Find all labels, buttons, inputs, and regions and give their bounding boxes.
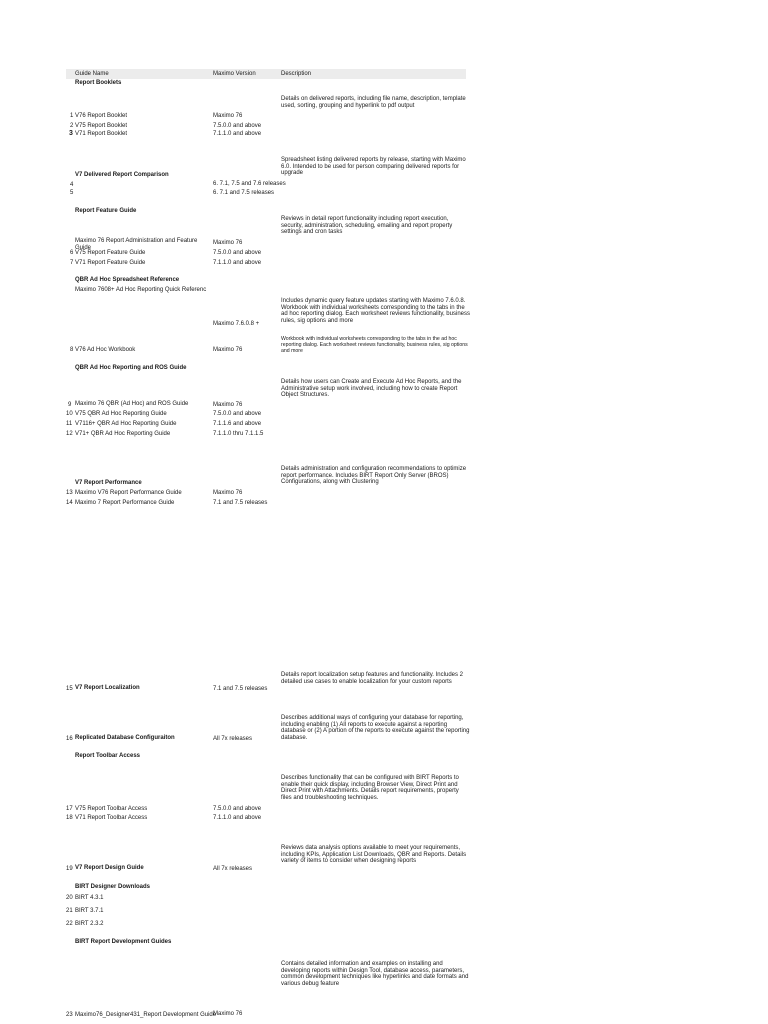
row-number: 12 [66, 431, 73, 437]
version-cell: 6. 7.1, 7.5 and 7.6 releases [213, 181, 286, 187]
guide-link[interactable]: V71+ QBR Ad Hoc Reporting Guide [75, 431, 171, 437]
version-cell: All 7x releases [213, 736, 253, 742]
version-cell: Maximo 76 [213, 402, 243, 408]
guide-link[interactable]: BIRT 2.3.2 [75, 921, 104, 927]
guide-link[interactable]: V7116+ QBR Ad Hoc Reporting Guide [75, 421, 177, 427]
version-cell: 7.1.1.0 and above [213, 131, 262, 137]
row-number: 16 [66, 736, 73, 742]
row-number: 15 [66, 686, 73, 692]
guide-link[interactable]: V75 Report Booklet [75, 123, 128, 129]
row-number: 5 [70, 190, 74, 196]
column-header-guide-name: Guide Name [75, 71, 109, 77]
guide-link[interactable]: Maximo V76 Report Performance Guide [75, 490, 182, 496]
guide-link[interactable]: Maximo 76 QBR (Ad Hoc) and ROS Guide [75, 401, 189, 407]
version-cell: Maximo 76 [213, 240, 243, 246]
version-cell: All 7x releases [213, 866, 253, 872]
guide-link[interactable]: BIRT 4.3.1 [75, 895, 104, 901]
guide-link[interactable]: V7 Report Performance [75, 480, 142, 486]
version-cell: Maximo 76 [213, 347, 243, 353]
description-qbr-ros: Details how users can Create and Execute Ad Hoc Reports, and the Administrative setup work involved, including how to create Report Object Structures. [281, 379, 462, 399]
description-birt-dev: Contains detailed information and examples on installing and developing reports within Design Tool, database access, parameters, common development techniques like hyperlinks and date formats and various debug feature [281, 961, 469, 987]
version-cell: 7.5.0.0 and above [213, 411, 262, 417]
version-cell: 7.1.1.0 thru 7.1.1.5 [213, 431, 264, 437]
description-ad-hoc-workbook: Workbook with individual worksheets corresponding to the tabs in the ad hoc reporting dialog. Each worksheet reviews functionality, business rules, sig options and more [281, 336, 468, 354]
guide-link[interactable]: V7 Report Design Guide [75, 865, 144, 871]
row-number: 17 [66, 806, 73, 812]
description-report-comparison: Spreadsheet listing delivered reports by release, starting with Maximo 6.0. Intended to be used for person comparing delivered reports for upgrade [281, 157, 466, 177]
guide-link[interactable]: V75 Report Feature Guide [75, 250, 146, 256]
description-report-localization: Details report localization setup features and functionality. Includes 2 detailed use cases to enable localization for your custom reports [281, 672, 463, 685]
version-cell: Maximo 76 [213, 490, 243, 496]
row-number: 13 [66, 490, 73, 496]
section-report-booklets: Report Booklets [75, 80, 122, 86]
guide-link[interactable]: BIRT 3.7.1 [75, 908, 104, 914]
guide-link[interactable]: V7 Report Localization [75, 685, 140, 691]
guide-link[interactable]: Maximo 76 Report Administration and Feature Guide [75, 238, 198, 251]
version-cell: 7.5.0.0 and above [213, 250, 262, 256]
guide-link[interactable]: V76 Ad Hoc Workbook [75, 347, 136, 353]
version-cell: 6. 7.1 and 7.5 releases [213, 190, 275, 196]
section-birt-designer: BIRT Designer Downloads [75, 884, 151, 890]
row-number: 7 [70, 260, 74, 266]
row-number: 18 [66, 815, 73, 821]
guide-link[interactable]: Maximo76_Designer431_Report Development Guide [75, 1012, 217, 1018]
version-cell: Maximo 76 [213, 1011, 243, 1017]
row-number: 6 [70, 250, 74, 256]
guide-link[interactable]: V71 Report Feature Guide [75, 260, 146, 266]
description-report-toolbar: Describes functionality that can be configured with BIRT Reports to enable their quick display, including Browser View, Direct Print and Direct Print with Attachments. Details report requirements, property files and troubleshooting techniques. [281, 775, 459, 801]
guide-link[interactable]: V71 Report Booklet [75, 131, 128, 137]
section-birt-dev: BIRT Report Development Guides [75, 939, 172, 945]
guide-link[interactable]: Maximo 7608+ Ad Hoc Reporting Quick Referenc [75, 287, 207, 293]
row-number: 2 [70, 123, 74, 129]
row-number: 8 [70, 347, 74, 353]
version-cell: Maximo 76 [213, 113, 243, 119]
guide-link[interactable]: V7 Delivered Report Comparison [75, 172, 169, 178]
guide-link[interactable]: Replicated Database Configuraiton [75, 735, 175, 741]
row-number: 20 [66, 895, 73, 901]
version-cell: 7.5.0.0 and above [213, 123, 262, 129]
description-report-performance: Details administration and configuration recommendations to optimize report performance. Includes BIRT Report Only Server (BROS) Configurations, along with Clustering [281, 466, 467, 486]
section-report-toolbar: Report Toolbar Access [75, 753, 141, 759]
version-cell: 7.1.1.0 and above [213, 260, 262, 266]
version-cell: 7.5.0.0 and above [213, 806, 262, 812]
row-number: 21 [66, 908, 73, 914]
section-report-feature-guide: Report Feature Guide [75, 208, 137, 214]
description-report-design: Reviews data analysis options available to meet your requirements, including KPIs, Application List Downloads, QBR and Reports. Details variety of items to consider when designing reports [281, 845, 467, 865]
guide-link[interactable]: V75 QBR Ad Hoc Reporting Guide [75, 411, 167, 417]
table-header-bar [66, 69, 466, 79]
row-number: 22 [66, 921, 73, 927]
row-number: 19 [66, 866, 73, 872]
section-qbr-ros: QBR Ad Hoc Reporting and ROS Guide [75, 365, 187, 371]
row-number: 10 [66, 411, 73, 417]
version-cell: 7.1 and 7.5 releases [213, 686, 268, 692]
row-number: 4 [70, 182, 74, 188]
version-cell: 7.1.1.0 and above [213, 815, 262, 821]
description-report-feature: Reviews in detail report functionality including report execution, security, administration, scheduling, emailing and report property settings and cron tasks [281, 216, 453, 236]
section-qbr-spreadsheet: QBR Ad Hoc Spreadsheet Reference [75, 277, 180, 283]
row-number: 9 [68, 402, 72, 408]
guide-link[interactable]: V75 Report Toolbar Access [75, 806, 148, 812]
row-number: 11 [66, 421, 73, 427]
version-cell: Maximo 7.6.0.8 + [213, 321, 260, 327]
description-report-booklets: Details on delivered reports, including file name, description, template used, sorting, grouping and hyperlink to pdf output [281, 96, 466, 109]
version-cell: 7.1 and 7.5 releases [213, 500, 268, 506]
row-number: 1 [70, 113, 74, 119]
column-header-description: Description [281, 71, 312, 77]
description-replicated-database: Describes additional ways of configuring your database for reporting, including enabling (1) All reports to execute against a reporting database or (2) A portion of the reports to execute against the reporting database. [281, 715, 470, 741]
description-ad-hoc-7608: Includes dynamic query feature updates starting with Maximo 7.6.0.8. Workbook with individual worksheets corresponding to the tabs in the ad hoc reporting dialog. Each worksheet reviews functionality, business rules, sig options and more [281, 298, 470, 324]
column-header-version: Maximo Version [213, 71, 256, 77]
row-number: 3 [69, 130, 73, 137]
guide-link[interactable]: Maximo 7 Report Performance Guide [75, 500, 175, 506]
row-number: 14 [66, 500, 73, 506]
version-cell: 7.1.1.6 and above [213, 421, 262, 427]
guide-link[interactable]: V71 Report Toolbar Access [75, 815, 148, 821]
row-number: 23 [66, 1012, 73, 1018]
guide-link[interactable]: V76 Report Booklet [75, 113, 128, 119]
